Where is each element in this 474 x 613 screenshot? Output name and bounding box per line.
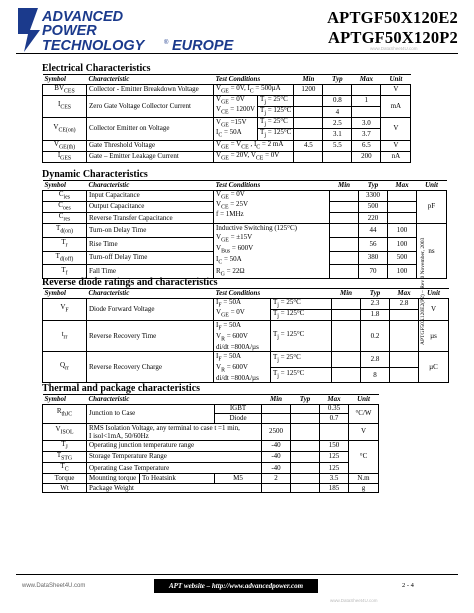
table-row (43, 224, 447, 238)
min-cell (330, 265, 359, 279)
temp-cell: $T_j = 125^\circ C$ (258, 129, 294, 140)
unit-cell: V (381, 84, 411, 95)
characteristic-cell: RMS Isolation Voltage, any terminal to case t =1 min, I isol<1mA, 50/60Hz (87, 423, 262, 440)
min-cell (262, 483, 291, 493)
max-cell: 2.8 (390, 298, 419, 309)
col-header: Test Conditions (214, 289, 332, 299)
company-logo (16, 6, 244, 54)
min-cell (330, 237, 359, 251)
table-row (43, 151, 411, 162)
temp-cell: $T_j = 125^\circ C$ (271, 309, 332, 320)
condition-cell: $V_{GE} =15V$ $I_C = 50A$ (214, 118, 258, 140)
unit-cell: V (419, 298, 449, 320)
characteristic-cell: Operating Case Temperature (87, 463, 262, 474)
temp-cell: $T_j = 125^\circ C$ (271, 367, 332, 383)
typ-cell (291, 414, 320, 424)
characteristic-cell: Collector Emitter on Voltage (87, 118, 214, 140)
condition-cell: Inductive Switching (125°C) $V_{GE} = \pm 15V$ $V_{Bus} = 600V$ $I_C = 50A$ $R_G = 22\Omega$ (214, 224, 330, 279)
symbol-cell: $V_{GE(th)}$ (43, 140, 87, 151)
typ-cell (323, 84, 352, 95)
symbol-cell: $V_{CE(on)}$ (43, 118, 87, 140)
col-header: Symbol (43, 75, 87, 85)
max-cell: 125 (320, 451, 349, 462)
typ-cell: 2.5 (323, 118, 352, 129)
symbol-cell: Wt (43, 483, 87, 493)
condition-cell: $I_F = 50A$ $V_{GE} = 0V$ (214, 298, 271, 320)
typ-cell (291, 474, 320, 484)
unit-cell: µC (419, 352, 449, 383)
col-header: Unit (381, 75, 411, 85)
temp-cell: $T_j = 25^\circ C$ (271, 298, 332, 309)
unit-cell: °C (349, 440, 379, 474)
max-cell: 100 (388, 237, 417, 251)
min-cell: -40 (262, 451, 291, 462)
characteristic-cell: Operating junction temperature range (87, 440, 262, 451)
condition-cell: $V_{GE} = V_{CE}$ , $I_C = 2$ mA (214, 140, 294, 151)
thermal-table (42, 394, 379, 493)
typ-cell: 3300 (359, 190, 388, 201)
col-header: Typ (291, 395, 320, 405)
symbol-cell: $I_{CES}$ (43, 95, 87, 117)
min-cell: 2500 (262, 423, 291, 440)
watermark-bottom: www.DataSheet4U.com (330, 598, 378, 603)
page-number: 2 - 4 (402, 582, 414, 589)
col-header: Characteristic (87, 395, 262, 405)
col-header: Min (330, 181, 359, 191)
col-header: Test Conditions (214, 75, 294, 85)
min-cell: 1200 (294, 84, 323, 95)
typ-cell: 0.8 (323, 95, 352, 106)
table-header-row (43, 289, 449, 299)
symbol-cell: $V_{ISOL}$ (43, 423, 87, 440)
min-cell (332, 320, 361, 351)
symbol-cell: $T_J$ (43, 440, 87, 451)
temp-cell: $T_j = 25^\circ C$ (271, 352, 332, 368)
characteristic-cell: Rise Time (87, 237, 214, 251)
unit-cell: nA (381, 151, 411, 162)
temp-cell: $T_j = 125^\circ C$ (271, 320, 332, 351)
symbol-cell: $T_{STG}$ (43, 451, 87, 462)
part-number-1: APTGF50X120E2 (327, 8, 458, 27)
col-header: Max (390, 289, 419, 299)
min-cell: -40 (262, 440, 291, 451)
table-header-row (43, 395, 379, 405)
condition-cell: $V_{GE} = 20V$, $V_{CE} = 0V$ (214, 151, 294, 162)
temp-cell: $T_j = 25^\circ C$ (258, 95, 294, 106)
typ-cell (291, 463, 320, 474)
table-row (43, 95, 411, 106)
symbol-cell: $C_{oes}$ (43, 201, 87, 212)
max-cell (388, 201, 417, 212)
characteristic-cell: Collector - Emitter Breakdown Voltage (87, 84, 214, 95)
symbol-cell: $T_C$ (43, 463, 87, 474)
typ-cell: 3.1 (323, 129, 352, 140)
col-header: Test Conditions (214, 181, 330, 191)
min-cell (330, 224, 359, 238)
unit-cell: V (381, 118, 411, 140)
unit-cell: V (349, 423, 379, 440)
max-cell (320, 423, 349, 440)
max-cell: 6.5 (352, 140, 381, 151)
temp-cell: $T_j = 25^\circ C$ (258, 118, 294, 129)
typ-cell: 500 (359, 201, 388, 212)
min-cell: 4.5 (294, 140, 323, 151)
condition-cell: $I_F = 50A$ $V_R = 600V$ di/dt =800A/µs (214, 320, 271, 351)
typ-cell: 4 (323, 106, 352, 117)
max-cell (388, 190, 417, 201)
table-row (43, 298, 449, 309)
table-row (43, 440, 379, 451)
max-cell: 3.0 (352, 118, 381, 129)
typ-cell: 2.8 (361, 352, 390, 368)
unit-cell: V (381, 140, 411, 151)
typ-cell: 70 (359, 265, 388, 279)
symbol-cell: $Q_{rr}$ (43, 352, 87, 383)
characteristic-cell: Reverse Recovery Charge (87, 352, 214, 383)
characteristic-cell: Junction to Case (87, 404, 215, 423)
logo-europe: EUROPE (172, 38, 234, 54)
footer-website-banner[interactable]: APT website – http://www.advancedpower.com (154, 579, 318, 593)
characteristic-cell: Storage Temperature Range (87, 451, 262, 462)
max-cell: 0.35 (320, 404, 349, 414)
min-cell (294, 106, 323, 117)
table-header-row (43, 75, 411, 85)
table-row (43, 118, 411, 129)
max-cell (390, 320, 419, 351)
typ-cell: 56 (359, 237, 388, 251)
logo-bolt-icon (18, 8, 40, 52)
min-cell (332, 367, 361, 383)
characteristic-cell: Zero Gate Voltage Collector Current (87, 95, 214, 117)
section-title-electrical: Electrical Characteristics (42, 63, 151, 74)
symbol-cell: $BV_{CES}$ (43, 84, 87, 95)
sub-label-cell: IGBT (215, 404, 262, 414)
logo-reg: ® (164, 40, 169, 46)
max-cell (352, 84, 381, 95)
typ-cell (291, 451, 320, 462)
unit-cell: ns (417, 224, 447, 279)
symbol-cell: $C_{ies}$ (43, 190, 87, 201)
sub-label-cell: Diode (215, 414, 262, 424)
footer-rule (16, 574, 458, 575)
condition-cell: $I_F = 50A$ $V_R = 600V$ di/dt =800A/µs (214, 352, 271, 383)
characteristic-cell: Gate Threshold Voltage (87, 140, 214, 151)
max-cell: 100 (388, 265, 417, 279)
typ-cell: 220 (359, 212, 388, 223)
characteristic-cell: Reverse Recovery Time (87, 320, 214, 351)
col-header: Unit (349, 395, 379, 405)
symbol-cell: $t_{rr}$ (43, 320, 87, 351)
max-cell: 150 (320, 440, 349, 451)
max-cell: 0.7 (320, 414, 349, 424)
col-header: Max (388, 181, 417, 191)
watermark-top: www.DataSheet4U.com (370, 46, 418, 51)
min-cell (294, 129, 323, 140)
max-cell: 100 (388, 224, 417, 238)
max-cell: 185 (320, 483, 349, 493)
characteristic-cell: Input Capacitance (87, 190, 214, 201)
max-cell: 1 (352, 95, 381, 106)
symbol-cell: $V_F$ (43, 298, 87, 320)
min-cell (294, 118, 323, 129)
typ-cell: 8 (361, 367, 390, 383)
section-title-thermal: Thermal and package characteristics (42, 383, 201, 394)
typ-cell: 2.3 (361, 298, 390, 309)
header-rule (16, 53, 458, 54)
symbol-cell: $T_r$ (43, 237, 87, 251)
table-row (43, 320, 449, 351)
condition-cell: $V_{GE} = 0V$ $V_{CE} = 25V$ f = 1MHz (214, 190, 330, 224)
min-cell (294, 95, 323, 106)
symbol-cell: $R_{thJC}$ (43, 404, 87, 423)
section-title-diode: Reverse diode ratings and characteristics (42, 277, 218, 288)
characteristic-cell: Turn-off Delay Time (87, 251, 214, 265)
characteristic-cell: Output Capacitance (87, 201, 214, 212)
min-cell (332, 309, 361, 320)
max-cell (390, 367, 419, 383)
unit-cell: N.m (349, 474, 379, 484)
col-header: Min (294, 75, 323, 85)
typ-cell (323, 151, 352, 162)
col-header: Unit (417, 181, 447, 191)
typ-cell: 1.8 (361, 309, 390, 320)
section-title-dynamic: Dynamic Characteristics (42, 169, 148, 180)
typ-cell (291, 404, 320, 414)
table-row (43, 474, 379, 484)
min-cell (262, 404, 291, 414)
col-header: Characteristic (87, 75, 214, 85)
max-cell (352, 106, 381, 117)
table-row (43, 84, 411, 95)
table-row (43, 483, 379, 493)
typ-cell: 5.5 (323, 140, 352, 151)
col-header: Characteristic (87, 289, 214, 299)
screw-cell: M5 (215, 474, 262, 484)
electrical-table (42, 74, 411, 163)
table-row (43, 352, 449, 368)
max-cell (390, 309, 419, 320)
max-cell (390, 352, 419, 368)
unit-cell: g (349, 483, 379, 493)
max-cell: 125 (320, 463, 349, 474)
symbol-cell: $C_{res}$ (43, 212, 87, 223)
table-row (43, 423, 379, 440)
col-header: Symbol (43, 289, 87, 299)
col-header: Min (262, 395, 291, 405)
symbol-cell: Torque (43, 474, 87, 484)
part-number-2: APTGF50X120P2 (327, 28, 458, 47)
characteristic-cell: Mounting torque (87, 474, 140, 484)
characteristic-cell: Turn-on Delay Time (87, 224, 214, 238)
max-cell (388, 212, 417, 223)
characteristic-cell: Reverse Transfer Capacitance (87, 212, 214, 223)
col-header: Unit (419, 289, 449, 299)
min-cell (330, 251, 359, 265)
min-cell: -40 (262, 463, 291, 474)
min-cell (332, 352, 361, 368)
col-header: Min (332, 289, 361, 299)
min-cell: 2 (262, 474, 291, 484)
symbol-cell: $I_{GES}$ (43, 151, 87, 162)
typ-cell (291, 483, 320, 493)
symbol-cell: $T_{d(on)}$ (43, 224, 87, 238)
min-cell (294, 151, 323, 162)
symbol-cell: $T_{d(off)}$ (43, 251, 87, 265)
typ-cell (291, 423, 320, 440)
unit-cell: pF (417, 190, 447, 224)
diode-table (42, 288, 449, 383)
typ-cell: 44 (359, 224, 388, 238)
footer-source-link[interactable]: www.DataSheet4U.com (22, 583, 86, 589)
col-header: Typ (323, 75, 352, 85)
max-cell: 200 (352, 151, 381, 162)
table-row (43, 404, 379, 414)
col-header: Characteristic (87, 181, 214, 191)
unit-cell: °C/W (349, 404, 379, 423)
dynamic-table (42, 180, 447, 279)
condition-cell: To Heatsink (140, 474, 215, 484)
typ-cell: 0.2 (361, 320, 390, 351)
characteristic-cell: Gate – Emitter Leakage Current (87, 151, 214, 162)
characteristic-cell: Package Weight (87, 483, 262, 493)
characteristic-cell: Fall Time (87, 265, 214, 279)
col-header: Max (320, 395, 349, 405)
min-cell (330, 201, 359, 212)
min-cell (332, 298, 361, 309)
condition-cell: $V_{GE} = 0V$ $V_{CE} = 1200V$ (214, 95, 258, 117)
typ-cell: 380 (359, 251, 388, 265)
logo-line1: ADVANCED (42, 9, 124, 25)
temp-cell: $T_j = 125^\circ C$ (258, 106, 294, 117)
characteristic-cell: Diode Forward Voltage (87, 298, 214, 320)
logo-line2: POWER (42, 23, 97, 39)
max-cell: 500 (388, 251, 417, 265)
min-cell (330, 190, 359, 201)
max-cell: 3.5 (320, 474, 349, 484)
col-header: Max (352, 75, 381, 85)
table-row (43, 451, 379, 462)
max-cell: 3.7 (352, 129, 381, 140)
document-revision-note: APTGF50X120E2(P2) – Rev 0 November, 2003 (420, 237, 426, 345)
logo-line3: TECHNOLOGY (42, 38, 145, 54)
col-header: Typ (359, 181, 388, 191)
col-header: Symbol (43, 395, 87, 405)
symbol-cell: $T_f$ (43, 265, 87, 279)
col-header: Typ (361, 289, 390, 299)
col-header: Symbol (43, 181, 87, 191)
table-row (43, 463, 379, 474)
condition-cell: $V_{GE} = 0V$, $I_C = 500\mu A$ (214, 84, 294, 95)
table-row (43, 190, 447, 201)
min-cell (262, 414, 291, 424)
min-cell (330, 212, 359, 223)
unit-cell: µs (419, 320, 449, 351)
typ-cell (291, 440, 320, 451)
table-row (43, 140, 411, 151)
unit-cell: mA (381, 95, 411, 117)
